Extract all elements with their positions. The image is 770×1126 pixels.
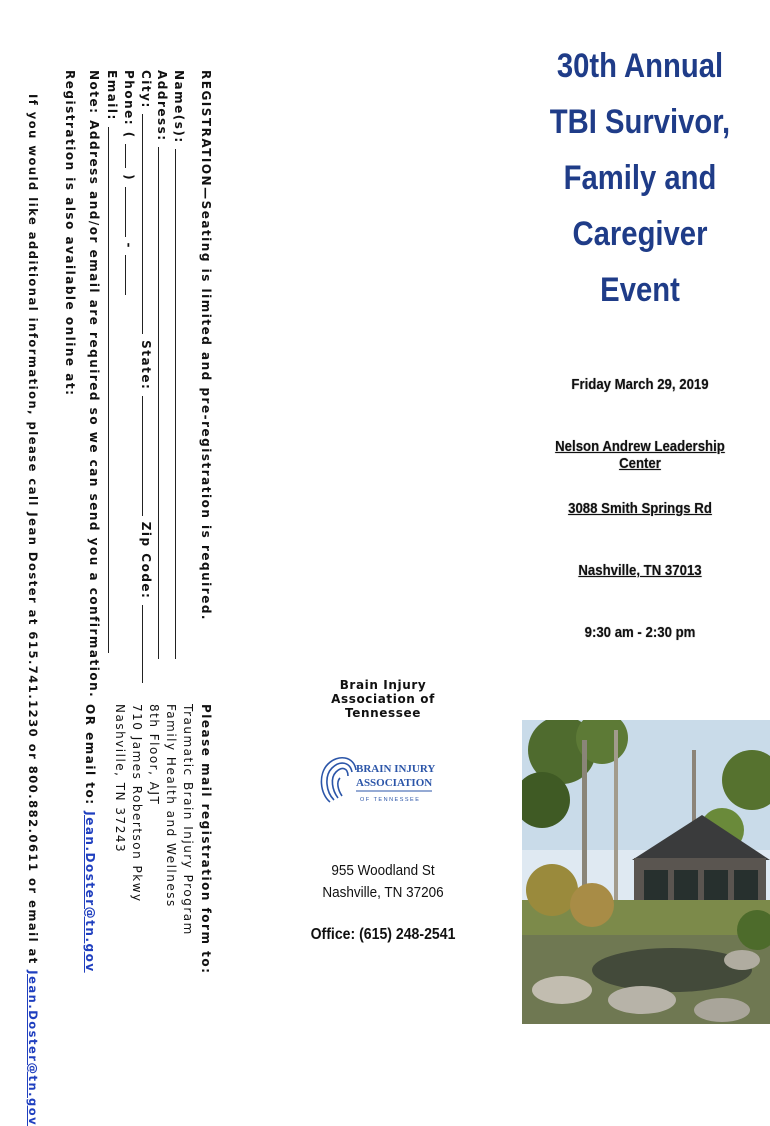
phone-prefix-blank[interactable] <box>125 187 126 237</box>
org-address-line-2: Nashville, TN 37206 <box>322 884 444 901</box>
or-email-link[interactable]: Jean.Doster@tn.gov <box>83 811 97 973</box>
event-title-line-3: Family and <box>563 159 717 197</box>
org-office-phone: Office: (615) 248-2541 <box>310 926 456 943</box>
logo-text-3: OF TENNESSEE <box>360 797 421 803</box>
address-field[interactable] <box>156 70 168 659</box>
address-blank[interactable] <box>158 147 159 659</box>
event-city: Nashville, TN 37013 <box>578 562 702 579</box>
phone-line-blank[interactable] <box>125 255 126 295</box>
event-title <box>537 38 743 318</box>
footer-email-link[interactable]: Jean.Doster@tn.gov <box>26 970 40 1126</box>
event-time: 9:30 am - 2:30 pm <box>584 624 696 641</box>
mail-line-2: Family Health and Wellness <box>164 704 178 908</box>
mail-heading: Please mail registration form to: <box>199 704 213 975</box>
mail-line-3: 8th Floor, AJT <box>147 704 161 806</box>
note-text: Note: Address and/or email are required so we can send you a confirmation. <box>87 70 101 699</box>
name-field[interactable] <box>173 70 185 659</box>
mail-line-1: Traumatic Brain Injury Program <box>181 704 195 936</box>
venue-photo <box>522 720 770 1024</box>
logo-text-2: ASSOCIATION <box>356 777 433 789</box>
phone-field[interactable] <box>123 70 135 295</box>
registration-heading: REGISTRATION—Seating is limited and pre-registration is required. <box>199 70 213 621</box>
name-blank[interactable] <box>175 149 176 659</box>
email-label: Email: <box>105 70 119 121</box>
mail-or-email <box>84 704 96 973</box>
phone-area-blank[interactable] <box>125 144 126 168</box>
address-label: Address: <box>155 70 169 142</box>
phone-paren: ) <box>122 174 136 182</box>
event-street: 3088 Smith Springs Rd <box>568 500 712 517</box>
logo-text-1: BRAIN INJURY <box>356 763 436 775</box>
brain-logo-icon <box>316 754 436 810</box>
brain-injury-association-logo <box>316 754 436 810</box>
zip-label: Zip Code: <box>139 521 153 600</box>
mail-line-5: Nashville, TN 37243 <box>113 704 127 854</box>
state-blank[interactable] <box>142 396 143 516</box>
online-registration-text: Registration is also available online at: <box>63 70 77 397</box>
zip-blank[interactable] <box>142 605 143 683</box>
or-email-label: OR email to: <box>83 704 97 812</box>
email-field[interactable] <box>106 70 118 653</box>
event-date: Friday March 29, 2019 <box>571 376 709 393</box>
city-field[interactable] <box>140 70 152 683</box>
footer-contact <box>27 94 39 1126</box>
city-blank[interactable] <box>142 114 143 334</box>
city-label: City: <box>139 70 153 109</box>
event-title-line-5: Event <box>600 271 680 309</box>
event-title-line-2: TBI Survivor, <box>549 103 731 141</box>
phone-label: Phone: ( <box>122 70 136 139</box>
mail-line-4: 710 James Robertson Pkwy <box>130 704 144 903</box>
event-title-line-1: 30th Annual <box>556 47 724 85</box>
event-title-line-4: Caregiver <box>572 215 708 253</box>
org-address-line-1: 955 Woodland St <box>331 862 435 879</box>
phone-dash: - <box>122 242 136 249</box>
state-label: State: <box>139 340 153 391</box>
org-name-line-1: Brain Injury Association of <box>331 678 435 706</box>
org-name-line-2: Tennessee <box>345 706 421 720</box>
event-venue: Nelson Andrew Leadership Center <box>555 438 725 472</box>
name-label: Name(s): <box>172 70 186 144</box>
email-blank[interactable] <box>108 127 109 653</box>
footer-text: If you would like additional information, please call Jean Doster at 615.741.1230 or 800.882.0611 or email at <box>26 94 40 971</box>
